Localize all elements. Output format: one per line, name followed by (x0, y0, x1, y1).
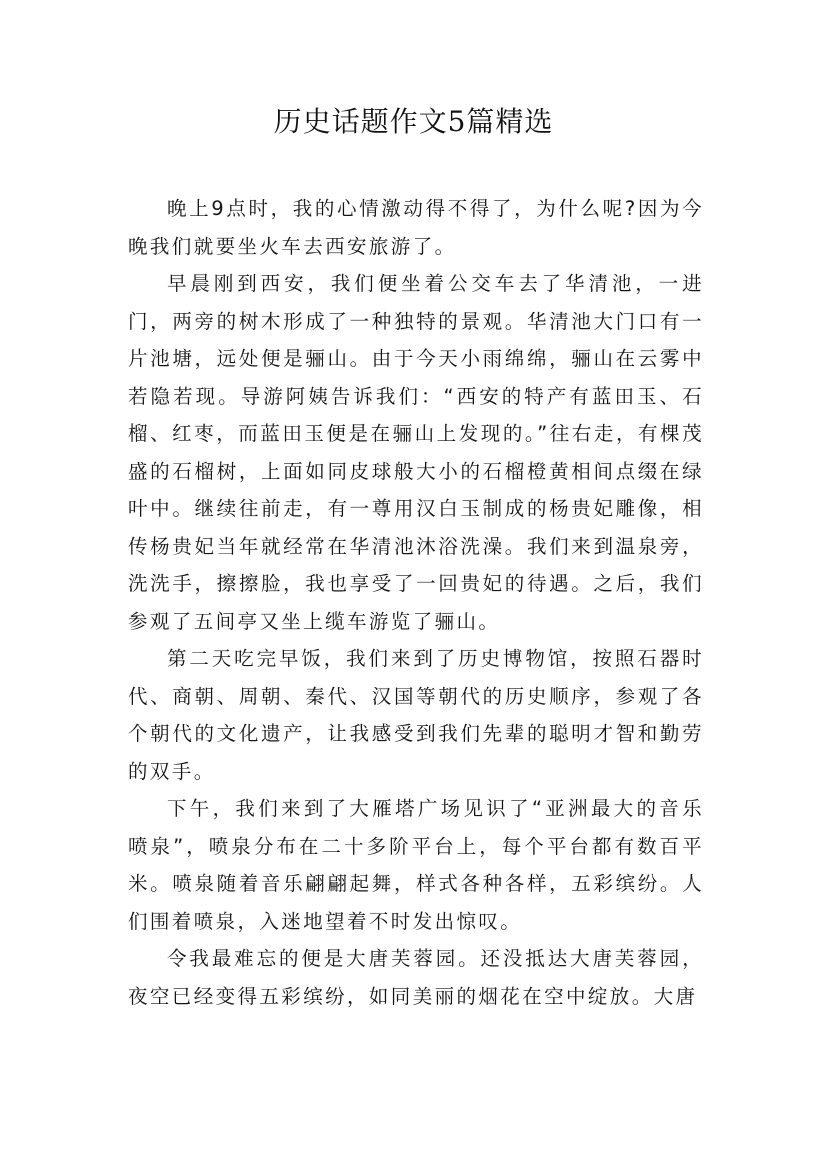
paragraph: 早晨刚到西安，我们便坐着公交车去了华清池，一进门，两旁的树木形成了一种独特的景观。华清池大门口有一片池塘，远处便是骊山。由于今天小雨绵绵，骊山在云雾中若隐若现。导游阿姨告诉我们：“西安的特产有蓝田玉、石榴、红枣，而蓝田玉便是在骊山上发现的。”往右走，有棵茂盛的石榴树，上面如同皮球般大小的石榴橙黄相间点缀在绿叶中。继续往前走，有一尊用汉白玉制成的杨贵妃雕像，相传杨贵妃当年就经常在华清池沐浴洗澡。我们来到温泉旁，洗洗手，擦擦脸，我也享受了一回贵妃的待遇。之后，我们参观了五间亭又坐上缆车游览了骊山。 (128, 272, 704, 633)
document-body (128, 190, 704, 1015)
paragraph: 令我最难忘的便是大唐芙蓉园。还没抵达大唐芙蓉园，夜空已经变得五彩缤纷，如同美丽的烟花在空中绽放。大唐 (128, 947, 704, 1008)
document-title: 历史话题作文5篇精选 (273, 105, 554, 138)
paragraph: 晚上9点时，我的心情激动得不得了，为什么呢?因为今晚我们就要坐火车去西安旅游了。 (128, 197, 704, 258)
paragraph: 下午，我们来到了大雁塔广场见识了“亚洲最大的音乐喷泉”，喷泉分布在二十多阶平台上，每个平台都有数百平米。喷泉随着音乐翩翩起舞，样式各种各样，五彩缤纷。人们围着喷泉，入迷地望着不时发出惊叹。 (128, 797, 704, 933)
paragraph: 第二天吃完早饭，我们来到了历史博物馆，按照石器时代、商朝、周朝、秦代、汉国等朝代的历史顺序，参观了各个朝代的文化遗产，让我感受到我们先辈的聪明才智和勤劳的双手。 (128, 647, 704, 783)
